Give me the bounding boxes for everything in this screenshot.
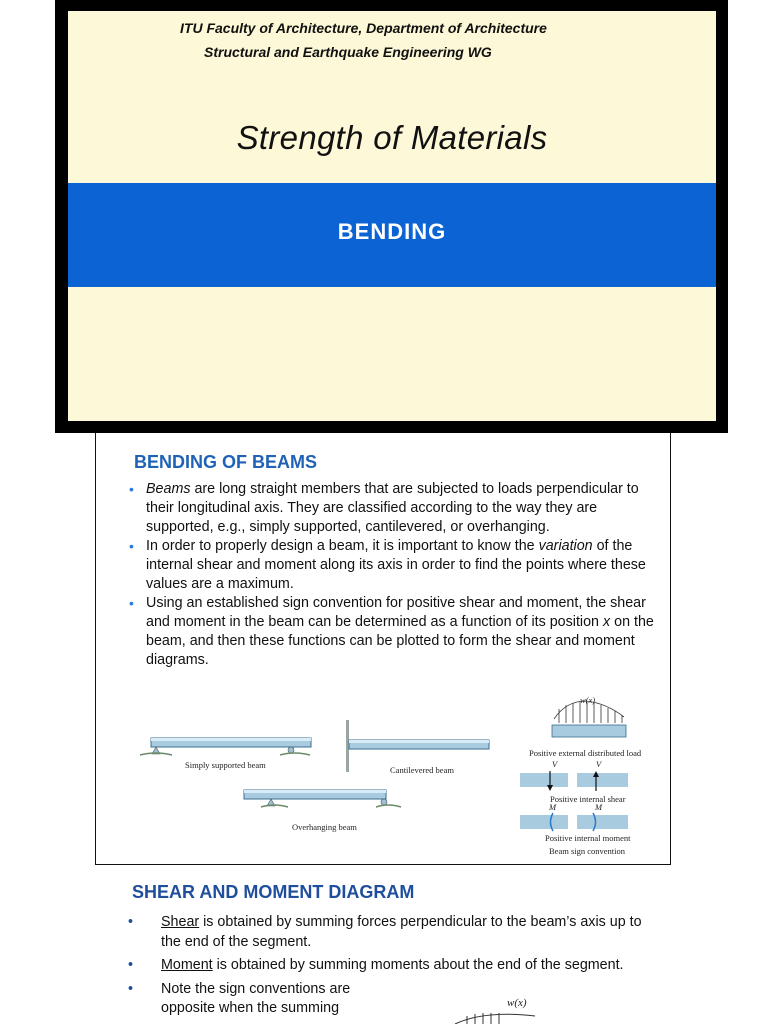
title-slide-panel	[68, 11, 716, 421]
cantilevered-label: Cantilevered beam	[390, 765, 454, 775]
shear-v-label: V	[552, 759, 558, 769]
bullet-emphasis: x	[602, 614, 611, 630]
sign-convention-caption: Beam sign convention	[549, 846, 626, 856]
bullet-item	[125, 913, 665, 952]
distributed-load-drawing	[552, 701, 626, 737]
bullet-text: opposite when the summing	[161, 1000, 340, 1016]
overhanging-beam-drawing	[244, 790, 401, 807]
simply-supported-label: Simply supported beam	[185, 760, 266, 770]
slide-title: SHEAR AND MOMENT DIAGRAM	[132, 882, 415, 902]
title-band	[68, 183, 716, 287]
positive-load-label: Positive external distributed load	[529, 748, 642, 758]
bullet-text: is obtained by summing moments about the end of the segment.	[212, 957, 624, 973]
bullet-text: Using an established sign convention for positive shear and moment, the shear and moment in the beam can be determined as a function of its position	[146, 595, 646, 630]
internal-moment-drawing	[520, 813, 628, 831]
band-title: BENDING	[337, 219, 447, 244]
positive-moment-label: Positive internal moment	[545, 833, 631, 843]
shear-v-label: V	[596, 759, 602, 769]
load-function-label: w(x)	[580, 695, 596, 705]
bullet-emphasis: variation	[538, 538, 593, 554]
simply-supported-beam-drawing	[140, 738, 311, 755]
bullet-emphasis: Beams	[146, 481, 191, 497]
bullet-term: Moment	[161, 957, 213, 973]
bullet-item	[125, 956, 665, 976]
overhanging-label: Overhanging beam	[292, 822, 357, 832]
course-title: Strength of Materials	[236, 119, 548, 156]
distributed-load-drawing	[445, 1006, 595, 1024]
bullet-text: is obtained by summing forces perpendicular to the beam’s axis up to the end of the segment.	[161, 914, 642, 950]
bullet-text: of the internal shear and moment along its axis in order to find the points where these values are a maximum.	[146, 538, 646, 592]
bullet-item	[125, 980, 381, 1019]
header-line-2: Structural and Earthquake Engineering WG	[204, 44, 492, 60]
bullet-term: Shear	[161, 914, 200, 930]
bending-of-beams-slide	[95, 433, 671, 865]
moment-m-label: M	[549, 802, 557, 812]
positive-shear-label: Positive internal shear	[550, 794, 626, 804]
bullet-text: In order to properly design a beam, it is important to know the	[146, 538, 539, 554]
shear-moment-slide	[95, 866, 671, 1024]
bullet-text: on the beam, and then these functions can be plotted to form the shear and moment diagrams.	[146, 614, 654, 668]
title-slide	[55, 0, 728, 433]
slide-title: BENDING OF BEAMS	[134, 452, 318, 472]
load-function-label: w(x)	[507, 997, 527, 1009]
internal-shear-drawing	[520, 771, 628, 791]
moment-m-label: M	[595, 802, 603, 812]
bullet-text: are long straight members that are subjected to loads perpendicular to their longitudinal axis. They are classified according to the way they are supported, e.g., simply supported, cantilevered, or overhanging.	[146, 481, 639, 535]
bullet-text: Note the sign conventions are	[161, 980, 351, 997]
header-line-1: ITU Faculty of Architecture, Department of Architecture	[180, 20, 547, 36]
